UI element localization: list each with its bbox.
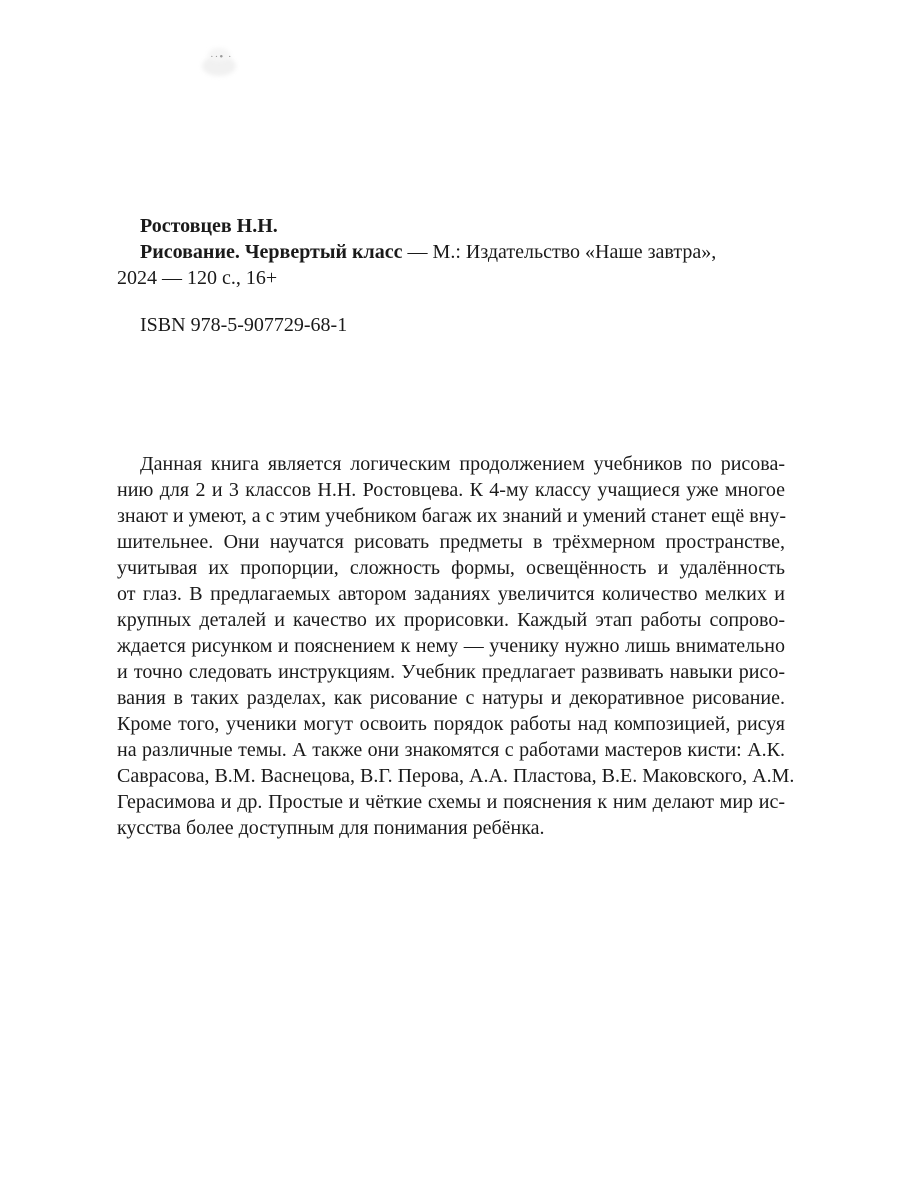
annotation-line: Герасимова и др. Простые и чёткие схемы и пояснения к ним делают мир ис-	[117, 791, 785, 813]
annotation-line: Кроме того, ученики могут освоить порядок работы над композицией, рисуя	[117, 713, 785, 735]
bibliographic-record	[117, 213, 797, 291]
book-title: Рисование. Червертый класс	[140, 241, 403, 263]
annotation-line: кусства более доступным для понимания ребёнка.	[117, 817, 545, 839]
annotation-line: учитывая их пропорции, сложность формы, освещённость и удалённость	[117, 557, 785, 579]
annotation-line: нию для 2 и 3 классов Н.Н. Ростовцева. К 4-му классу учащиеся уже многое	[117, 479, 785, 501]
annotation-line: вания в таких разделах, как рисование с натуры и декоративное рисование.	[117, 687, 785, 709]
author-name: Ростовцев Н.Н.	[140, 215, 278, 237]
publisher-info: — М.: Издательство «Наше завтра»,	[402, 241, 717, 263]
annotation-line: от глаз. В предлагаемых автором заданиях увеличится количество мелких и	[117, 583, 785, 605]
imprint-info: 2024 — 120 с., 16+	[117, 267, 278, 289]
annotation-line: Данная книга является логическим продолжением учебников по рисова-	[140, 453, 785, 475]
isbn-number: ISBN 978-5-907729-68-1	[140, 314, 348, 336]
annotation-line: на различные темы. А также они знакомятся с работами мастеров кисти: А.К.	[117, 739, 785, 761]
annotation-line: знают и умеют, а с этим учебником багаж их знаний и умений станет ещё вну-	[117, 505, 787, 527]
print-smudge	[200, 46, 242, 80]
annotation-line: Саврасова, В.М. Васнецова, В.Г. Перова, А.А. Пластова, В.Е. Маковского, А.М.	[117, 765, 795, 787]
annotation-paragraph	[117, 451, 795, 841]
annotation-line: шительнее. Они научатся рисовать предметы в трёхмерном пространстве,	[117, 531, 785, 553]
smudge-marks: ··• ·	[210, 51, 233, 63]
annotation-line: крупных деталей и качество их прорисовки. Каждый этап работы сопрово-	[117, 609, 785, 631]
annotation-line: ждается рисунком и пояснением к нему — ученику нужно лишь внимательно	[117, 635, 785, 657]
annotation-line: и точно следовать инструкциям. Учебник предлагает развивать навыки рисо-	[117, 661, 785, 683]
